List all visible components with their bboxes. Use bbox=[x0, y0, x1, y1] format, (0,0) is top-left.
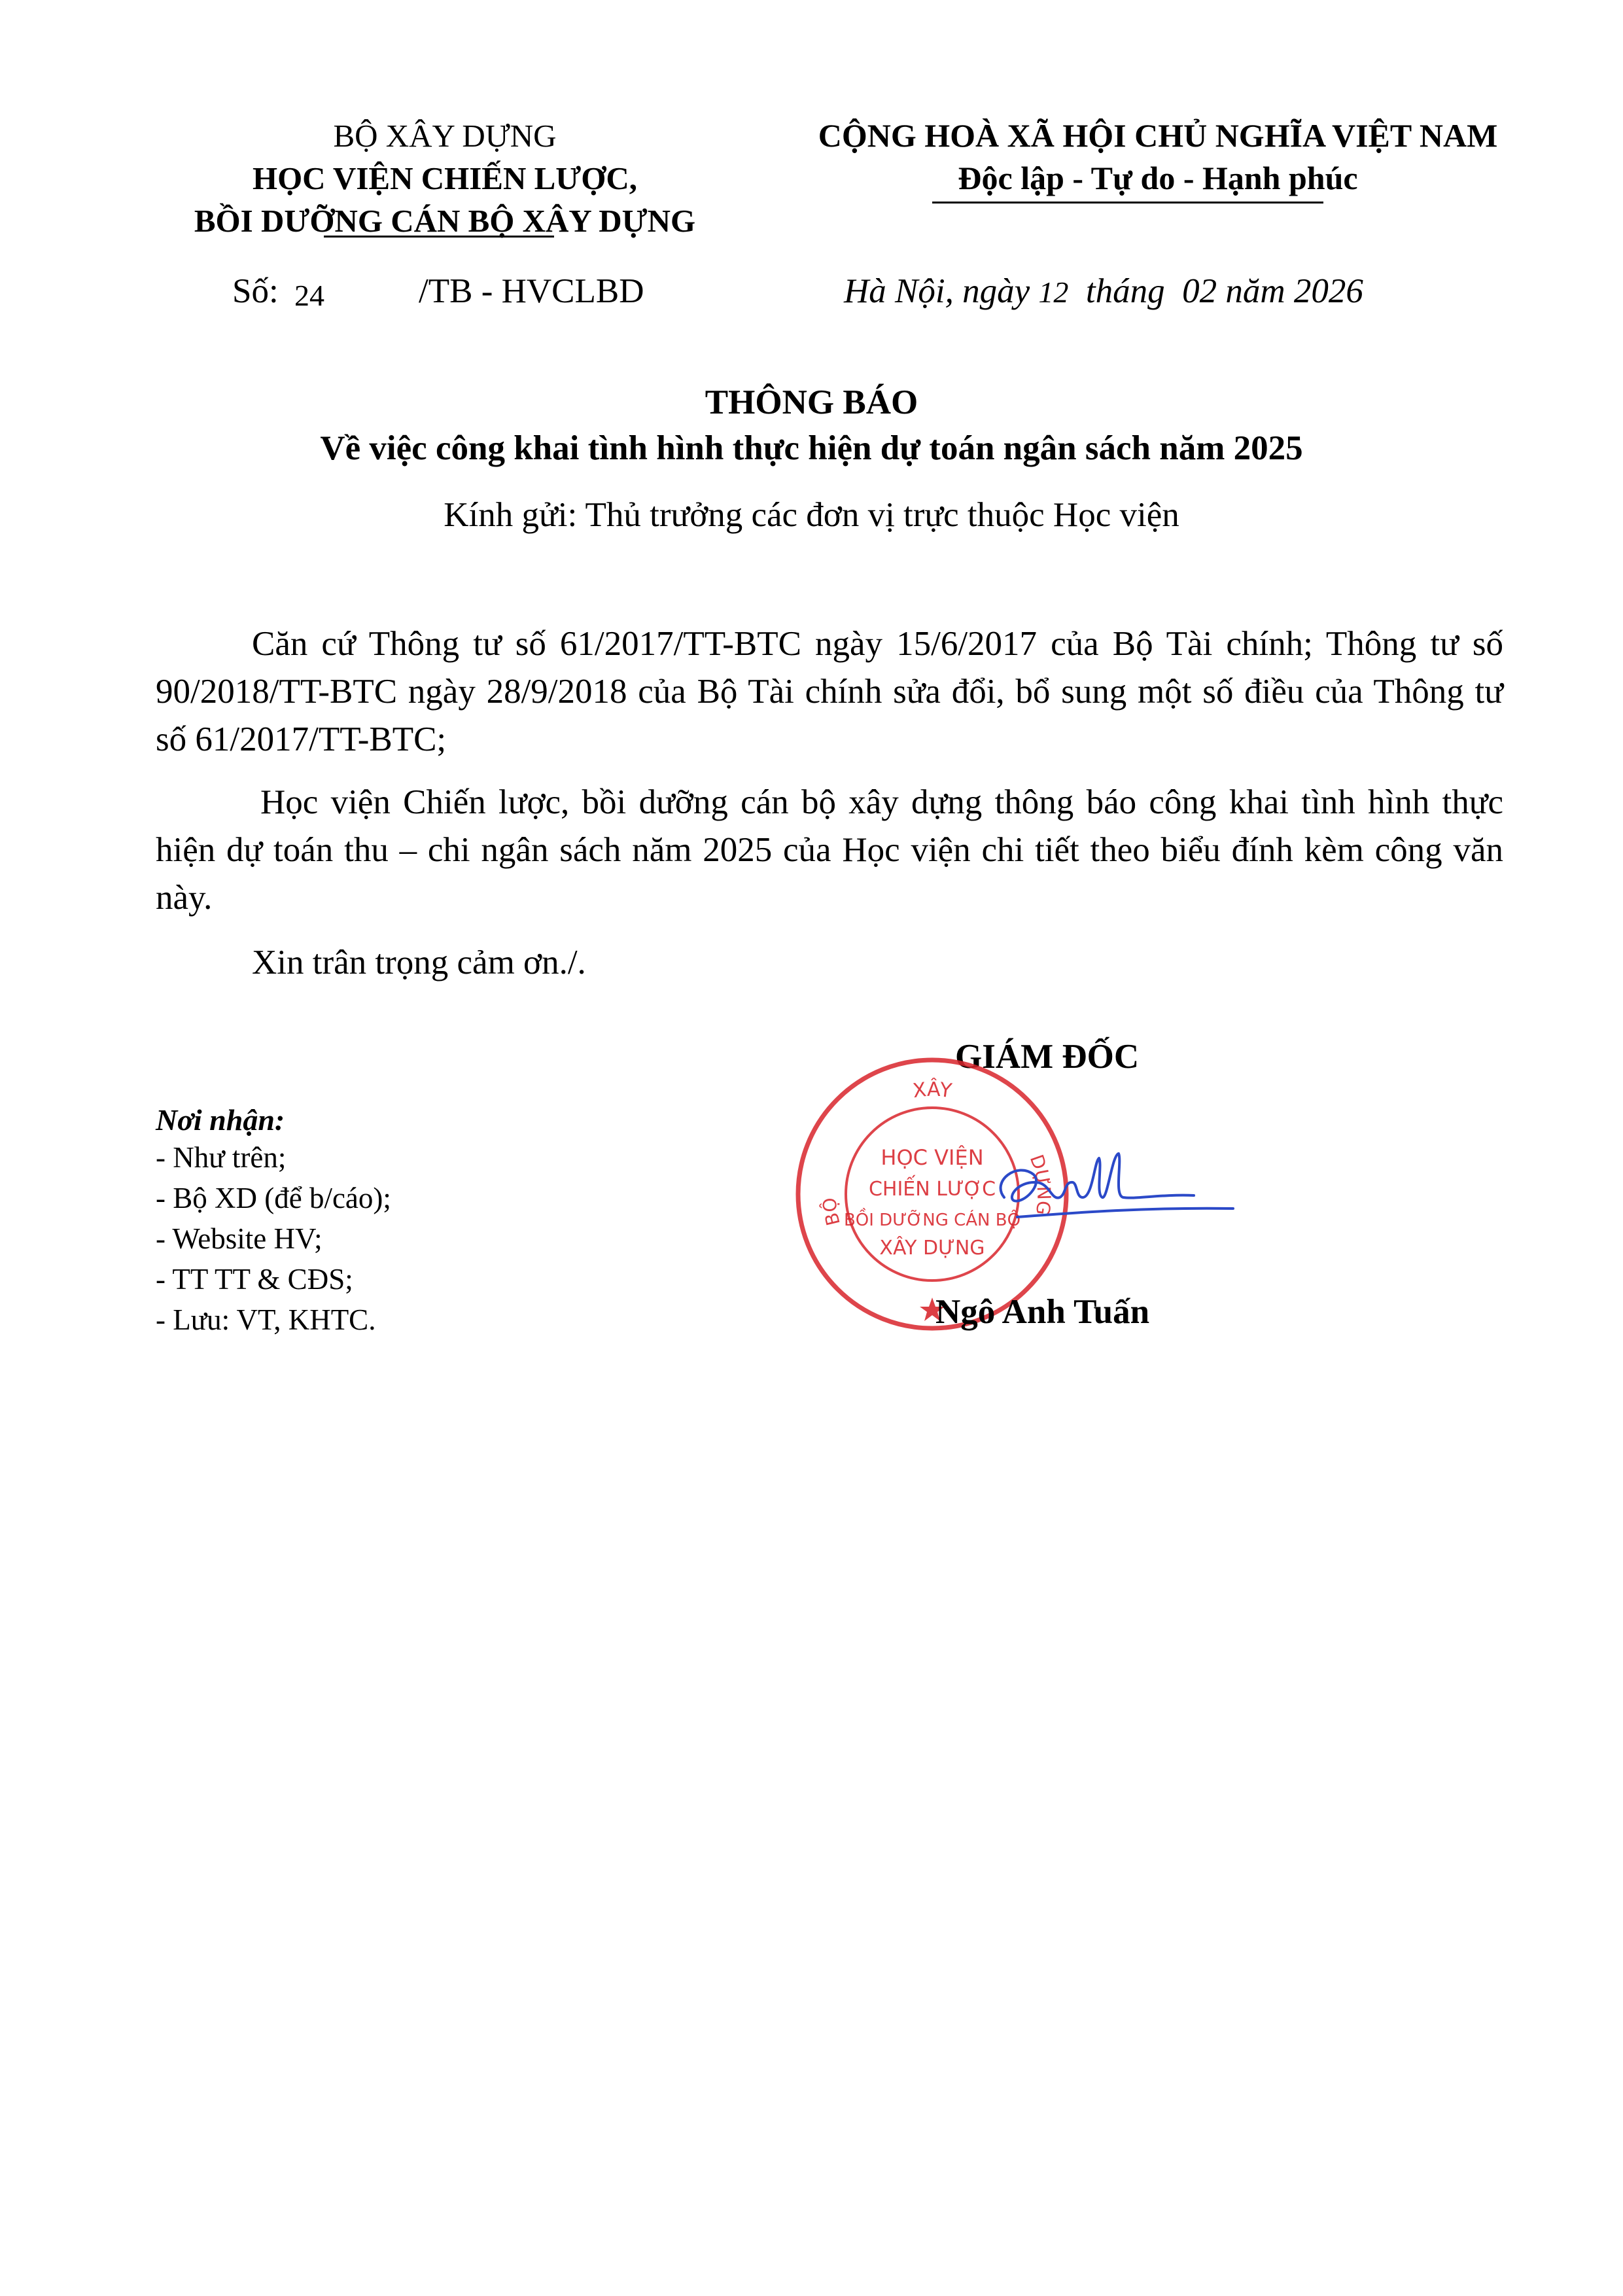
document-subtitle: Về việc công khai tình hình thực hiện dự toán ngân sách năm 2025 bbox=[320, 429, 1303, 467]
date-year: năm 2026 bbox=[1225, 272, 1363, 310]
agency-underline bbox=[324, 236, 554, 238]
document-title: THÔNG BÁO bbox=[705, 383, 918, 421]
recipients-list bbox=[156, 1137, 391, 1340]
document-code: /TB - HVCLBD bbox=[419, 272, 644, 310]
recipients-title: Nơi nhận: bbox=[156, 1103, 285, 1137]
seal-line-2: CHIẾN LƯỢC bbox=[868, 1178, 996, 1201]
national-header bbox=[782, 115, 1534, 200]
institute-name-line1: HỌC VIỆN CHIẾN LƯỢC, bbox=[252, 160, 638, 196]
ministry-name: BỘ XÂY DỰNG bbox=[333, 118, 557, 154]
motto-underline bbox=[932, 202, 1323, 203]
recipient-item: - Như trên; bbox=[156, 1141, 287, 1174]
svg-text:BỘ bbox=[818, 1197, 845, 1227]
svg-text:XÂY bbox=[911, 1078, 953, 1103]
institute-name-line2: BỒI DƯỠNG CÁN BỘ XÂY DỰNG bbox=[194, 203, 696, 239]
seal-line-3: BỒI DƯỠNG CÁN BỘ bbox=[843, 1210, 1021, 1230]
country-name: CỘNG HOÀ XÃ HỘI CHỦ NGHĨA VIỆT NAM bbox=[818, 117, 1498, 154]
recipient-item: - Website HV; bbox=[156, 1222, 323, 1255]
signer-name: Ngô Anh Tuấn bbox=[935, 1293, 1150, 1331]
national-motto: Độc lập - Tự do - Hạnh phúc bbox=[958, 160, 1358, 196]
recipient-item: - Bộ XD (để b/cáo); bbox=[156, 1182, 391, 1214]
seal-right-text: DỰNG bbox=[1025, 1152, 1055, 1216]
body-paragraph-announcement: Học viện Chiến lược, bồi dưỡng cán bộ xây dựng thông báo công khai tình hình thực hiện dự toán thu – chi ngân sách năm 2025 của Học viện chi tiết theo biểu đính kèm công văn này. bbox=[156, 783, 1503, 917]
seal-left-text: BỘ bbox=[818, 1196, 845, 1228]
recipient-item: - Lưu: VT, KHTC. bbox=[156, 1303, 376, 1336]
body-closing: Xin trân trọng cảm ơn./. bbox=[252, 944, 586, 981]
addressee-line: Kính gửi: Thủ trưởng các đơn vị trực thuộc Học viện bbox=[444, 496, 1179, 534]
date-month: 02 bbox=[1182, 272, 1217, 310]
seal-line-1: HỌC VIỆN bbox=[881, 1145, 984, 1170]
issuing-agency bbox=[157, 115, 733, 242]
recipient-item: - TT TT & CĐS; bbox=[156, 1263, 353, 1296]
seal-line-4: XÂY DỰNG bbox=[879, 1237, 985, 1260]
document-date bbox=[844, 272, 1363, 311]
document-number: 24 bbox=[294, 279, 324, 312]
handwritten-signature bbox=[978, 1135, 1266, 1246]
date-month-label: tháng bbox=[1085, 272, 1165, 310]
seal-top-text: XÂY bbox=[911, 1078, 953, 1103]
body-paragraph-legal-basis: Căn cứ Thông tư số 61/2017/TT-BTC ngày 15/6/2017 của Bộ Tài chính; Thông tư số 90/2018/TT-BTC ngày 28/9/2018 của Bộ Tài chính sửa đổi, bổ sung một số điều của Thông tư số 61/2017/TT-BTC; bbox=[156, 625, 1503, 758]
date-day: 12 bbox=[1038, 275, 1069, 309]
signer-position: GIÁM ĐỐC bbox=[955, 1038, 1140, 1076]
document-number-label: Số: bbox=[232, 272, 279, 310]
date-prefix: Hà Nội, ngày bbox=[844, 272, 1030, 310]
